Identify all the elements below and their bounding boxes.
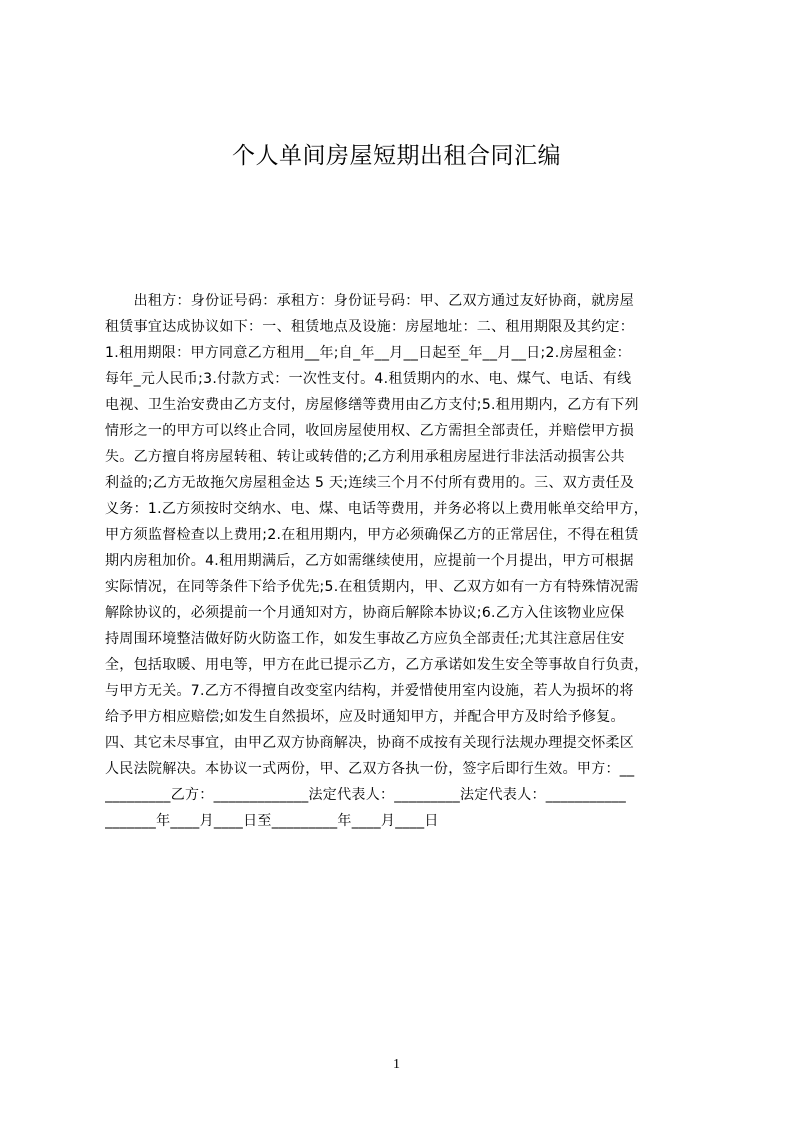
document-title: 个人单间房屋短期出租合同汇编 (232, 143, 561, 169)
body-line: 解除协议的，必须提前一个月通知对方，协商后解除本协议;6.乙方入住该物业应保 (105, 605, 625, 621)
body-line: 与甲方无关。7.乙方不得擅自改变室内结构，并爱惜使用室内设施，若人为损坏的将 (105, 683, 634, 699)
body-line: 租赁事宜达成协议如下：一、租赁地点及设施：房屋地址：二、租用期限及其约定： (105, 319, 635, 335)
date-range-line: _______年____月____日至_________年____月____日 (105, 813, 439, 829)
body-line: 全，包括取暖、用电等，甲方在此已提示乙方，乙方承诺如发生安全等事故自行负责， (105, 657, 649, 673)
body-line: 出租方：身份证号码：承租方：身份证号码：甲、乙双方通过友好协商，就房屋 (105, 293, 635, 309)
body-line: 期内房租加价。4.租用期满后，乙方如需继续使用，应提前一个月提出，甲方可根据 (105, 553, 634, 569)
body-line: 实际情况，在同等条件下给予优先;5.在租赁期内，甲、乙双方如有一方有特殊情况需 (105, 579, 639, 595)
body-line: 情形之一的甲方可以终止合同，收回房屋使用权、乙方需担全部责任，并赔偿甲方损 (105, 423, 635, 439)
body-line: 甲方须监督检查以上费用;2.在租用期内，甲方必须确保乙方的正常居住，不得在租赁 (105, 527, 639, 543)
body-line: 失。乙方擅自将房屋转租、转让或转借的;乙方利用承租房屋进行非法活动损害公共 (105, 449, 625, 465)
page-number: 1 (393, 1057, 400, 1072)
body-line: 每年_元人民币;3.付款方式：一次性支付。4.租赁期内的水、电、煤气、电话、有线 (105, 371, 632, 387)
body-line: 义务：1.乙方须按时交纳水、电、煤、电话等费用，并务必将以上费用帐单交给甲方， (105, 501, 649, 517)
body-line: 利益的;乙方无故拖欠房屋租金达 5 天;连续三个月不付所有费用的。三、双方责任及 (105, 475, 635, 491)
body-line: 给予甲方相应赔偿;如发生自然损坏，应及时通知甲方，并配合甲方及时给予修复。 (105, 709, 625, 725)
body-line: 四、其它未尽事宜，由甲乙双方协商解决，协商不成按有关现行法规办理提交怀柔区 (105, 735, 635, 751)
body-line: 持周围环境整洁做好防火防盗工作，如发生事故乙方应负全部责任;尤其注意居住安 (105, 631, 625, 647)
signature-line: _________乙方：_____________法定代表人：_________法定代表人：___________ (105, 787, 627, 803)
body-line: 人民法院解决。本协议一式两份，甲、乙双方各执一份，签字后即行生效。甲方：__ (105, 761, 635, 777)
contract-body (105, 288, 699, 860)
body-line: 电视、卫生治安费由乙方支付，房屋修缮等费用由乙方支付;5.租用期内，乙方有下列 (105, 397, 639, 413)
body-line: 1.租用期限：甲方同意乙方租用__年;自_年__月__日起至_年__月__日;2.房屋租金： (105, 345, 631, 361)
